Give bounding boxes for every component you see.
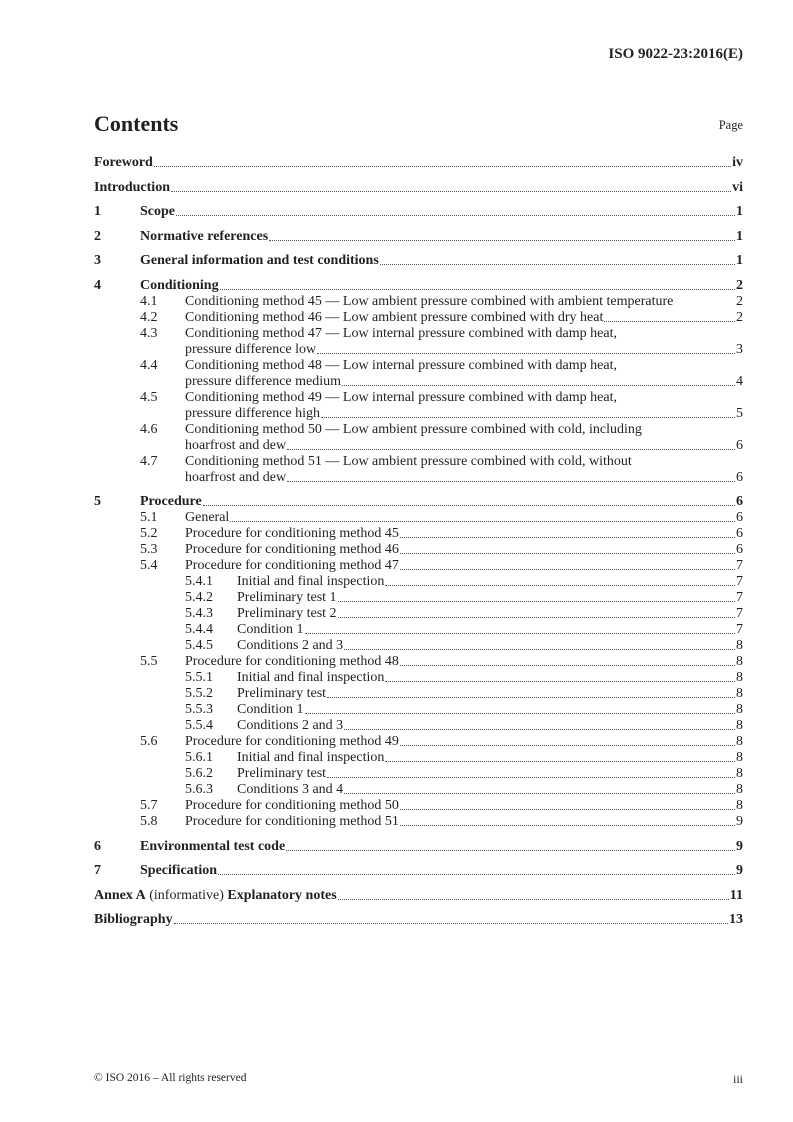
dot-leader bbox=[317, 353, 735, 354]
toc-entry-page: 8 bbox=[736, 766, 743, 781]
toc-entry[interactable] bbox=[94, 638, 743, 654]
toc-entry-page: 9 bbox=[736, 863, 743, 878]
toc-entry-page: 7 bbox=[736, 622, 743, 637]
toc-entry-title: Introduction bbox=[94, 179, 170, 195]
dot-leader bbox=[176, 215, 735, 216]
dot-leader bbox=[305, 713, 735, 714]
dot-leader bbox=[385, 585, 735, 586]
footer-copyright: © ISO 2016 – All rights reserved bbox=[94, 1072, 247, 1084]
toc-entry[interactable] bbox=[94, 510, 743, 526]
toc-entry[interactable] bbox=[94, 702, 743, 718]
dot-leader bbox=[400, 537, 735, 538]
toc-entry-title: Annex A bbox=[94, 887, 146, 903]
toc-entry-title: Initial and final inspection bbox=[237, 670, 385, 685]
toc-entry-title: Procedure for conditioning method 47 bbox=[185, 558, 399, 573]
dot-leader bbox=[286, 850, 735, 851]
toc-entry-page: 7 bbox=[736, 606, 743, 621]
toc-entry-page: 7 bbox=[736, 558, 743, 573]
toc-entry-number: 5.5.1 bbox=[185, 670, 213, 685]
dot-leader bbox=[400, 825, 735, 826]
toc-entry[interactable] bbox=[94, 558, 743, 574]
dot-leader bbox=[287, 481, 735, 482]
toc-entry-number: 5.5.3 bbox=[185, 702, 213, 717]
toc-entry[interactable] bbox=[94, 814, 743, 830]
toc-entry-page: 6 bbox=[736, 437, 743, 453]
toc-entry-number: 7 bbox=[94, 863, 101, 878]
toc-entry-page: 6 bbox=[736, 469, 743, 485]
toc-entry-title: Preliminary test 2 bbox=[237, 606, 337, 621]
dot-leader bbox=[305, 633, 735, 634]
dot-leader bbox=[218, 874, 735, 875]
toc-entry-page: 1 bbox=[736, 228, 743, 244]
toc-entry-page: 8 bbox=[736, 734, 743, 749]
toc-entry-title: Initial and final inspection bbox=[237, 750, 385, 765]
toc-entry-continuation[interactable] bbox=[94, 406, 743, 422]
toc-entry-title: Conditioning method 47 — Low internal pressure combined with damp heat, bbox=[185, 325, 617, 341]
toc-entry[interactable] bbox=[94, 422, 743, 438]
toc-entry-page: iv bbox=[732, 155, 743, 170]
toc-entry-number: 1 bbox=[94, 204, 101, 219]
toc-entry[interactable] bbox=[94, 590, 743, 606]
toc-entry[interactable] bbox=[94, 526, 743, 542]
toc-entry-number: 5.6.3 bbox=[185, 782, 213, 797]
toc-entry-number: 5.8 bbox=[140, 814, 158, 829]
toc-entry[interactable] bbox=[94, 622, 743, 638]
toc-entry-number: 5.2 bbox=[140, 526, 158, 541]
toc-entry-page: 6 bbox=[736, 542, 743, 557]
toc-entry-number: 5.6.2 bbox=[185, 766, 213, 781]
toc-entry-page: 1 bbox=[736, 253, 743, 268]
toc-entry-page: 8 bbox=[736, 654, 743, 669]
toc-entry-title: General bbox=[185, 510, 230, 525]
toc-entry-page: 8 bbox=[736, 718, 743, 733]
toc-entry[interactable] bbox=[94, 326, 743, 342]
toc-entry-page: 2 bbox=[736, 309, 743, 325]
toc-entry-continuation[interactable] bbox=[94, 342, 743, 358]
toc-entry-page: 6 bbox=[736, 510, 743, 525]
toc-entry-title: Conditioning method 50 — Low ambient pressure combined with cold, including bbox=[185, 421, 642, 437]
toc-entry-number: 4.6 bbox=[140, 421, 158, 437]
dot-leader bbox=[385, 681, 735, 682]
toc-entry-number: 3 bbox=[94, 253, 101, 268]
dot-leader bbox=[174, 923, 728, 924]
dot-leader bbox=[344, 649, 735, 650]
toc-entry[interactable] bbox=[94, 606, 743, 622]
dot-leader bbox=[338, 899, 729, 900]
toc-entry-title: Preliminary test bbox=[237, 686, 327, 701]
dot-leader bbox=[327, 697, 735, 698]
dot-leader bbox=[400, 745, 735, 746]
toc-entry-annex-type: (informative) bbox=[145, 887, 228, 903]
toc-entry-number: 4.5 bbox=[140, 389, 158, 405]
toc-entry-page: 9 bbox=[736, 838, 743, 854]
toc-entry-page: 4 bbox=[736, 373, 743, 389]
toc-entry-title: Conditioning bbox=[140, 277, 219, 293]
toc-entry-title: Conditioning method 49 — Low internal pressure combined with damp heat, bbox=[185, 389, 617, 405]
dot-leader bbox=[220, 289, 735, 290]
toc-entry[interactable] bbox=[94, 734, 743, 750]
toc-entry-page: 2 bbox=[736, 277, 743, 293]
toc-entry-continuation[interactable] bbox=[94, 438, 743, 454]
toc-entry-title: Conditions 3 and 4 bbox=[237, 782, 344, 797]
toc-entry-title-continued: hoarfrost and dew bbox=[185, 437, 287, 453]
toc-entry-title: Conditioning method 51 — Low ambient pressure combined with cold, without bbox=[185, 453, 632, 469]
toc-entry-page: 8 bbox=[736, 686, 743, 701]
toc-entry[interactable] bbox=[94, 204, 743, 220]
toc-entry-title: Procedure for conditioning method 50 bbox=[185, 798, 399, 813]
dot-leader bbox=[338, 601, 735, 602]
page-column-label: Page bbox=[718, 118, 743, 132]
toc-entry-title: Condition 1 bbox=[237, 622, 304, 637]
dot-leader bbox=[400, 665, 735, 666]
toc-entry-page: 8 bbox=[736, 798, 743, 813]
toc-entry-page: vi bbox=[732, 179, 743, 195]
toc-entry-title: Preliminary test 1 bbox=[237, 590, 337, 605]
dot-leader bbox=[203, 505, 735, 506]
toc-entry-number: 5.4 bbox=[140, 558, 158, 573]
toc-entry[interactable] bbox=[94, 180, 743, 196]
toc-entry-page: 11 bbox=[729, 887, 743, 903]
toc-entry-number: 5.4.5 bbox=[185, 638, 213, 653]
toc-entry-page: 8 bbox=[736, 702, 743, 717]
dot-leader bbox=[338, 617, 735, 618]
toc-entry-page: 2 bbox=[736, 293, 743, 309]
dot-leader bbox=[287, 449, 735, 450]
toc-entry[interactable] bbox=[94, 782, 743, 798]
dot-leader bbox=[269, 240, 735, 241]
dot-leader bbox=[171, 191, 731, 192]
toc-entry-page: 8 bbox=[736, 750, 743, 765]
toc-entry[interactable] bbox=[94, 542, 743, 558]
toc-entry[interactable] bbox=[94, 888, 743, 904]
toc-entry-title: General information and test conditions bbox=[140, 253, 379, 268]
toc-entry[interactable] bbox=[94, 390, 743, 406]
toc-entry-page: 3 bbox=[736, 341, 743, 357]
toc-entry-title: Procedure for conditioning method 51 bbox=[185, 814, 399, 829]
toc-entry-number: 4 bbox=[94, 277, 101, 293]
toc-entry-title: Conditioning method 45 — Low ambient pressure combined with ambient temperature bbox=[185, 293, 674, 309]
toc-entry[interactable] bbox=[94, 654, 743, 670]
dot-leader bbox=[400, 553, 735, 554]
toc-entry-title: Procedure bbox=[140, 494, 202, 509]
dot-leader bbox=[344, 793, 735, 794]
toc-entry[interactable] bbox=[94, 798, 743, 814]
toc-entry[interactable] bbox=[94, 863, 743, 879]
toc-entry-number: 4.2 bbox=[140, 309, 158, 325]
toc-entry-title: Conditioning method 46 — Low ambient pressure combined with dry heat bbox=[185, 309, 604, 325]
dot-leader bbox=[342, 385, 735, 386]
toc-entry[interactable] bbox=[94, 310, 743, 326]
toc-entry-title: Environmental test code bbox=[140, 838, 286, 854]
toc-entry[interactable] bbox=[94, 750, 743, 766]
toc-entry-title: Condition 1 bbox=[237, 702, 304, 717]
contents-title: Contents bbox=[94, 111, 179, 136]
toc-entry-title: Procedure for conditioning method 49 bbox=[185, 734, 399, 749]
dot-leader bbox=[400, 809, 735, 810]
toc-entry-page: 1 bbox=[736, 204, 743, 219]
toc-entry-page: 8 bbox=[736, 670, 743, 685]
toc-entry-number: 4.7 bbox=[140, 453, 158, 469]
toc-entry-number: 6 bbox=[94, 838, 101, 854]
table-of-contents bbox=[94, 155, 743, 928]
toc-entry[interactable] bbox=[94, 670, 743, 686]
toc-entry-title: Foreword bbox=[94, 155, 153, 170]
toc-entry[interactable] bbox=[94, 253, 743, 269]
toc-entry-page: 7 bbox=[736, 574, 743, 589]
toc-entry-number: 5.4.1 bbox=[185, 574, 213, 589]
toc-entry-number: 5.7 bbox=[140, 798, 158, 813]
toc-entry-title: Specification bbox=[140, 863, 217, 878]
dot-leader bbox=[385, 761, 735, 762]
toc-entry-number: 4.3 bbox=[140, 325, 158, 341]
toc-entry-annex-title: Explanatory notes bbox=[227, 887, 337, 903]
toc-entry-title: Conditioning method 48 — Low internal pressure combined with damp heat, bbox=[185, 357, 617, 373]
toc-entry[interactable] bbox=[94, 294, 743, 310]
toc-entry-page: 6 bbox=[736, 526, 743, 541]
toc-entry-number: 5.4.2 bbox=[185, 590, 213, 605]
toc-entry-page: 7 bbox=[736, 590, 743, 605]
toc-entry-title-continued: pressure difference high bbox=[185, 405, 321, 421]
dot-leader bbox=[230, 521, 735, 522]
toc-entry-page: 13 bbox=[729, 912, 743, 927]
toc-entry[interactable] bbox=[94, 839, 743, 855]
toc-entry-number: 5.6.1 bbox=[185, 750, 213, 765]
toc-entry[interactable] bbox=[94, 686, 743, 702]
toc-entry-page: 6 bbox=[736, 494, 743, 509]
toc-entry-title: Bibliography bbox=[94, 912, 173, 927]
toc-entry[interactable] bbox=[94, 494, 743, 510]
toc-entry-page: 8 bbox=[736, 638, 743, 653]
toc-entry-number: 5.5 bbox=[140, 654, 158, 669]
dot-leader bbox=[327, 777, 735, 778]
toc-entry-number: 5.4.3 bbox=[185, 606, 213, 621]
toc-entry[interactable] bbox=[94, 229, 743, 245]
toc-entry-title: Scope bbox=[140, 204, 175, 219]
toc-entry-number: 5 bbox=[94, 494, 101, 509]
toc-entry-title: Procedure for conditioning method 45 bbox=[185, 526, 399, 541]
document-id: ISO 9022-23:2016(E) bbox=[608, 46, 743, 62]
toc-entry-title: Normative references bbox=[140, 228, 269, 244]
toc-entry-number: 5.4.4 bbox=[185, 622, 213, 637]
toc-entry-title-continued: pressure difference medium bbox=[185, 373, 342, 389]
toc-entry[interactable] bbox=[94, 718, 743, 734]
toc-entry[interactable] bbox=[94, 278, 743, 294]
toc-entry-continuation[interactable] bbox=[94, 470, 743, 486]
toc-entry-page: 8 bbox=[736, 782, 743, 797]
toc-entry-number: 2 bbox=[94, 228, 101, 244]
toc-entry-title: Procedure for conditioning method 46 bbox=[185, 542, 399, 557]
toc-entry-title-continued: hoarfrost and dew bbox=[185, 469, 287, 485]
dot-leader bbox=[321, 417, 735, 418]
toc-entry-title: Conditions 2 and 3 bbox=[237, 638, 344, 653]
toc-entry-number: 5.3 bbox=[140, 542, 158, 557]
toc-entry-title: Procedure for conditioning method 48 bbox=[185, 654, 399, 669]
toc-entry[interactable] bbox=[94, 454, 743, 470]
toc-entry-title: Preliminary test bbox=[237, 766, 327, 781]
toc-entry[interactable] bbox=[94, 358, 743, 374]
dot-leader bbox=[380, 264, 735, 265]
toc-entry-number: 4.4 bbox=[140, 357, 158, 373]
toc-entry-number: 5.5.2 bbox=[185, 686, 213, 701]
toc-entry-page: 9 bbox=[736, 814, 743, 829]
toc-entry[interactable] bbox=[94, 912, 743, 928]
dot-leader bbox=[604, 321, 735, 322]
toc-entry[interactable] bbox=[94, 155, 743, 171]
toc-entry[interactable] bbox=[94, 766, 743, 782]
toc-entry-number: 5.5.4 bbox=[185, 718, 213, 733]
toc-entry-number: 5.1 bbox=[140, 510, 158, 525]
toc-entry-page: 5 bbox=[736, 405, 743, 421]
dot-leader bbox=[344, 729, 735, 730]
toc-entry-number: 5.6 bbox=[140, 734, 158, 749]
toc-entry[interactable] bbox=[94, 574, 743, 590]
toc-entry-number: 4.1 bbox=[140, 293, 158, 309]
toc-entry-title: Conditions 2 and 3 bbox=[237, 718, 344, 733]
dot-leader bbox=[400, 569, 735, 570]
toc-entry-title: Initial and final inspection bbox=[237, 574, 385, 589]
dot-leader bbox=[154, 166, 731, 167]
toc-entry-continuation[interactable] bbox=[94, 374, 743, 390]
toc-entry-title-continued: pressure difference low bbox=[185, 341, 317, 357]
footer-page-number: iii bbox=[732, 1072, 743, 1086]
